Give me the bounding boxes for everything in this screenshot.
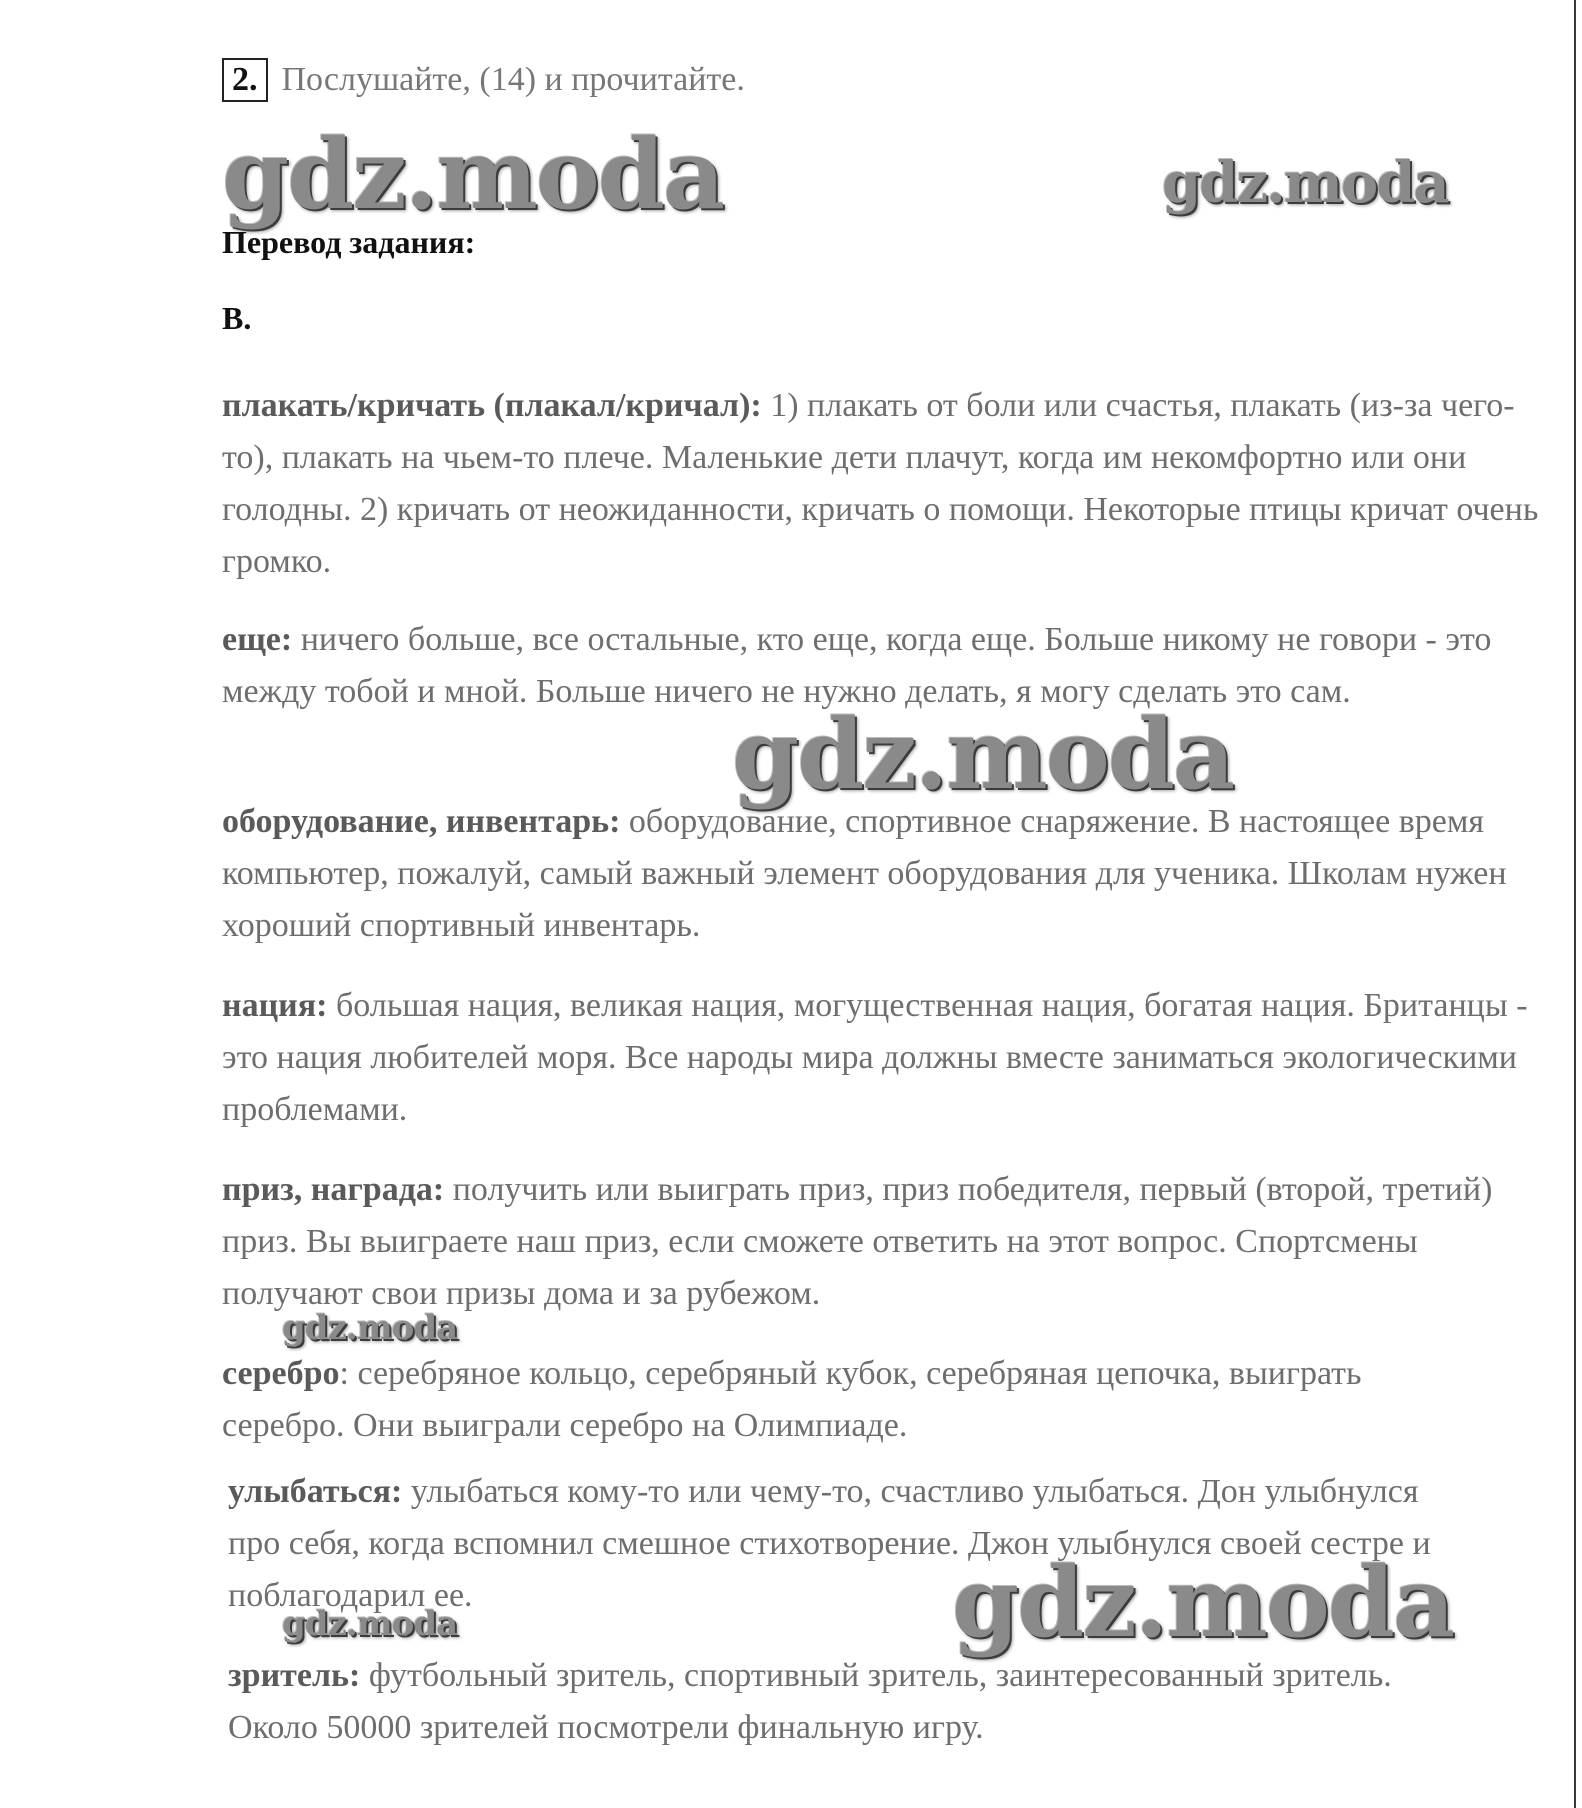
entry-text: получить или выиграть приз, приз победителя, первый (второй, третий) приз. Вы выиграете наш приз, если сможете ответить на этот вопрос. Спортсмены получают свои призы дома и за рубежом. — [222, 1171, 1493, 1312]
entry-cry-shout — [222, 380, 1542, 588]
entry-prize — [222, 1164, 1562, 1320]
entry-term: серебро — [222, 1355, 340, 1392]
task-instruction: Послушайте, (14) и прочитайте. — [281, 61, 745, 98]
entry-term: оборудование, инвентарь: — [222, 803, 621, 840]
entry-term: улыбаться: — [228, 1473, 403, 1510]
entry-text: улыбаться кому-то или чему-то, счастливо улыбаться. Дон улыбнулся про себя, когда вспомнил смешное стихотворение. Джон улыбнулся своей сестре и поблагодарил ее. — [228, 1473, 1431, 1614]
watermark-logo: gdz.moda — [1162, 150, 1448, 216]
part-letter: B. — [222, 300, 252, 336]
watermark-logo: gdz.moda — [222, 118, 724, 231]
entry-text: ничего больше, все остальные, кто еще, когда еще. Больше никому не говори - это между тобой и мной. Больше ничего не нужно делать, я могу сделать это сам. — [222, 621, 1492, 710]
watermark-logo: gdz.moda — [732, 698, 1234, 811]
entry-spectator — [228, 1650, 1468, 1754]
entry-else — [222, 614, 1522, 718]
entry-equipment — [222, 796, 1522, 952]
watermark-logo: gdz.moda — [282, 1308, 458, 1348]
entry-text: футбольный зритель, спортивный зритель, заинтересованный зритель. Около 50000 зрителей посмотрели финальную игру. — [228, 1657, 1392, 1746]
entry-text: оборудование, спортивное снаряжение. В настоящее время компьютер, пожалуй, самый важный элемент оборудования для ученика. Школам нужен хороший спортивный инвентарь. — [222, 803, 1507, 944]
watermark-logo: gdz.moda — [952, 1546, 1454, 1659]
entry-term: еще: — [222, 621, 293, 658]
entry-text: 1) плакать от боли или счастья, плакать (из-за чего-то), плакать на чьем-то плече. Маленькие дети плачут, когда им некомфортно или они голодны. 2) кричать от неожиданности, кричать о помощи. Некоторые птицы кричат очень громко. — [222, 387, 1539, 580]
watermark-logo: gdz.moda — [282, 1604, 458, 1644]
task-number-box: 2. — [222, 58, 268, 102]
page-right-border — [1574, 0, 1576, 1808]
entry-term: нация: — [222, 987, 328, 1024]
entry-term: плакать/кричать (плакал/кричал): — [222, 387, 762, 424]
entry-text: : серебряное кольцо, серебряный кубок, серебряная цепочка, выиграть серебро. Они выиграли серебро на Олимпиаде. — [222, 1355, 1362, 1444]
entry-text: большая нация, великая нация, могущественная нация, богатая нация. Британцы - это нация любителей моря. Все народы мира должны вместе заниматься экологическими проблемами. — [222, 987, 1528, 1128]
entry-smile — [228, 1466, 1468, 1622]
entry-term: зритель: — [228, 1657, 361, 1694]
entry-nation — [222, 980, 1562, 1136]
entry-term: приз, награда: — [222, 1171, 445, 1208]
entry-silver — [222, 1348, 1422, 1452]
translation-title: Перевод задания: — [222, 224, 476, 260]
task-header — [222, 58, 745, 102]
